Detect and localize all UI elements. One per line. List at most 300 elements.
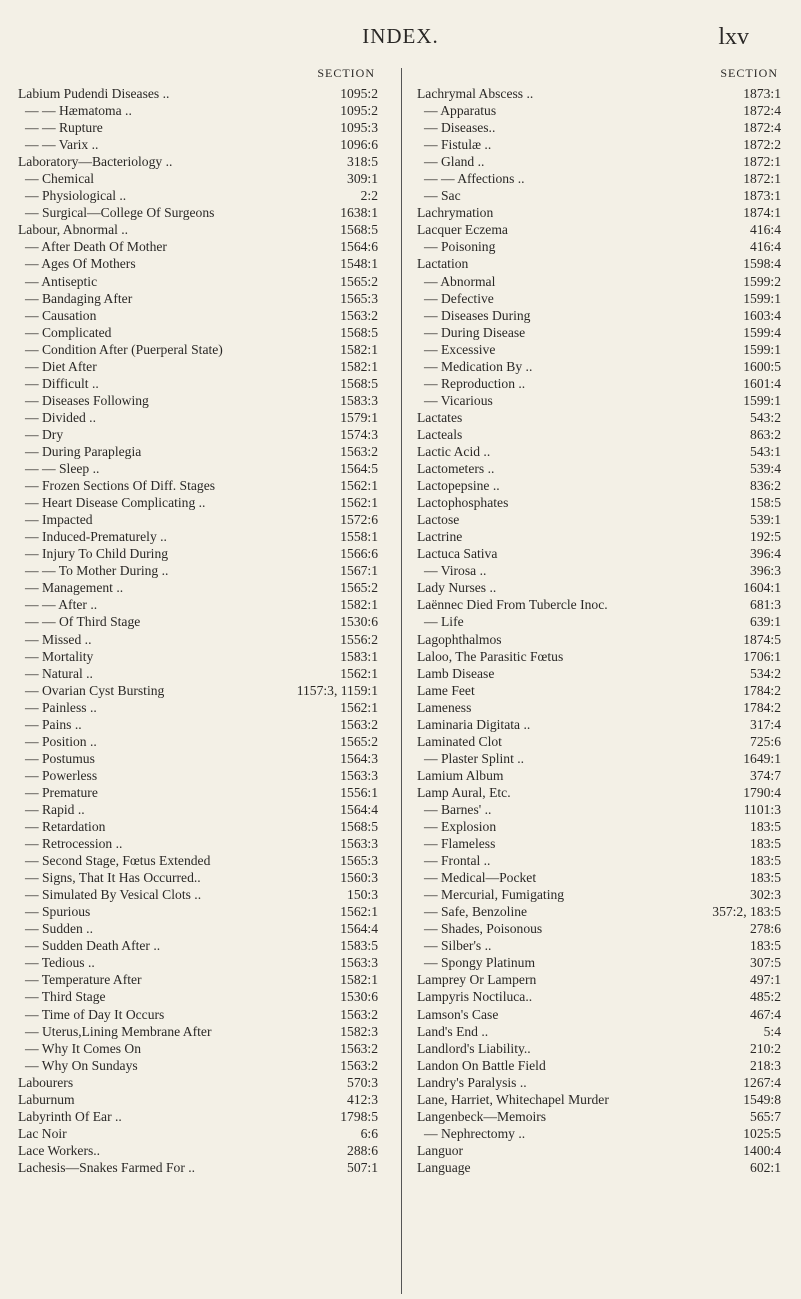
- entry-section-ref: 396:4: [746, 545, 781, 562]
- entry-section-ref: 602:1: [746, 1159, 781, 1176]
- index-entry: [18, 187, 390, 204]
- index-entry: [417, 579, 793, 596]
- index-entry: [18, 85, 390, 102]
- index-entry: [417, 784, 793, 801]
- index-entry: [417, 238, 793, 255]
- entry-term: — Induced-Prematurely ..: [25, 529, 167, 545]
- entry-term: — — Of Third Stage: [25, 614, 141, 630]
- entry-section-ref: 1549:8: [739, 1091, 781, 1108]
- index-entry: [417, 1142, 793, 1159]
- entry-section-ref: 183:5: [746, 937, 781, 954]
- entry-term: — Physiological ..: [25, 188, 127, 204]
- entry-section-ref: 288:6: [343, 1142, 378, 1159]
- index-entry: [18, 1040, 390, 1057]
- entry-term: — — Hæmatoma ..: [25, 103, 132, 119]
- entry-term: — Plaster Splint ..: [424, 750, 525, 766]
- index-entry: [18, 460, 390, 477]
- entry-section-ref: 183:5: [746, 835, 781, 852]
- index-entry: [18, 255, 390, 272]
- entry-section-ref: 1562:1: [336, 699, 378, 716]
- entry-term: — Poisoning: [424, 239, 496, 255]
- index-entry: [417, 358, 793, 375]
- index-entry: [18, 801, 390, 818]
- entry-term: Lachesis—Snakes Farmed For ..: [18, 1159, 196, 1175]
- index-entry: [417, 221, 793, 238]
- index-entry: [18, 358, 390, 375]
- entry-section-ref: 1873:1: [739, 187, 781, 204]
- index-entry: [18, 119, 390, 136]
- entry-section-ref: 1582:1: [336, 341, 378, 358]
- entry-term: Languor: [417, 1142, 464, 1158]
- entry-section-ref: 1874:5: [739, 631, 781, 648]
- index-entry: [18, 886, 390, 903]
- index-entry: [18, 238, 390, 255]
- index-entry: [18, 869, 390, 886]
- entry-term: — Surgical—College Of Surgeons: [25, 205, 215, 221]
- entry-section-ref: 1563:2: [336, 307, 378, 324]
- entry-term: Lamson's Case: [417, 1006, 499, 1022]
- page-title: INDEX.: [362, 24, 439, 48]
- entry-term: Lactic Acid ..: [417, 443, 491, 459]
- entry-section-ref: 639:1: [746, 613, 781, 630]
- entry-term: — — Varix ..: [25, 137, 99, 153]
- entry-section-ref: 278:6: [746, 920, 781, 937]
- entry-term: — Gland ..: [424, 154, 485, 170]
- entry-term: — During Paraplegia: [25, 443, 142, 459]
- entry-section-ref: 5:4: [760, 1023, 781, 1040]
- index-entry: [417, 699, 793, 716]
- index-entry: [18, 971, 390, 988]
- entry-term: — Third Stage: [25, 989, 106, 1005]
- index-entry: [18, 579, 390, 596]
- entry-section-ref: 1874:1: [739, 204, 781, 221]
- entry-section-ref: 150:3: [343, 886, 378, 903]
- entry-term: Lactophosphates: [417, 495, 509, 511]
- index-column-left: [18, 66, 390, 1176]
- entry-term: — Natural ..: [25, 665, 93, 681]
- entry-section-ref: 183:5: [746, 818, 781, 835]
- entry-section-ref: 1583:5: [336, 937, 378, 954]
- entry-section-ref: 1563:2: [336, 1040, 378, 1057]
- entry-term: — Retardation: [25, 819, 106, 835]
- entry-term: Laboratory—Bacteriology ..: [18, 154, 173, 170]
- entry-term: — Sac: [424, 188, 461, 204]
- index-entry: [417, 324, 793, 341]
- entry-section-ref: 307:5: [746, 954, 781, 971]
- entry-section-ref: 1101:3: [740, 801, 781, 818]
- entry-section-ref: 1603:4: [739, 307, 781, 324]
- entry-term: — Sudden ..: [25, 921, 93, 937]
- entry-term: — Causation: [25, 307, 97, 323]
- index-entry: [417, 1074, 793, 1091]
- entry-term: Landon On Battle Field: [417, 1057, 546, 1073]
- entry-section-ref: 1600:5: [739, 358, 781, 375]
- entry-term: — Virosa ..: [424, 563, 487, 579]
- entry-section-ref: 1599:1: [739, 341, 781, 358]
- entry-section-ref: 1564:4: [336, 920, 378, 937]
- entry-term: Landlord's Liability..: [417, 1040, 531, 1056]
- entry-term: Lamb Disease: [417, 665, 495, 681]
- index-entry: [18, 409, 390, 426]
- index-entry: [417, 988, 793, 1005]
- entry-term: Lacteals: [417, 426, 463, 442]
- entry-section-ref: 1267:4: [739, 1074, 781, 1091]
- entry-section-ref: 374:7: [746, 767, 781, 784]
- index-entry: [18, 818, 390, 835]
- entry-term: Labium Pudendi Diseases ..: [18, 86, 170, 101]
- entry-section-ref: 1568:5: [336, 818, 378, 835]
- entry-term: — Mercurial, Fumigating: [424, 887, 565, 903]
- index-entry: [417, 937, 793, 954]
- index-entry: [18, 733, 390, 750]
- entry-term: — — Sleep ..: [25, 461, 100, 477]
- entry-term: Lachrymation: [417, 205, 494, 221]
- entry-term: — Divided ..: [25, 409, 96, 425]
- entry-section-ref: 317:4: [746, 716, 781, 733]
- index-entry: [417, 477, 793, 494]
- entry-section-ref: 485:2: [746, 988, 781, 1005]
- entry-section-ref: 1565:2: [336, 579, 378, 596]
- entry-term: — Heart Disease Complicating ..: [25, 495, 206, 511]
- entry-section-ref: 1583:3: [336, 392, 378, 409]
- entry-section-ref: 1582:3: [336, 1023, 378, 1040]
- index-entry: [18, 1125, 390, 1142]
- entry-term: Language: [417, 1159, 471, 1175]
- index-entry: [18, 494, 390, 511]
- entry-term: Lame Feet: [417, 682, 475, 698]
- entry-section-ref: 1530:6: [336, 613, 378, 630]
- index-entry: [18, 699, 390, 716]
- index-entry: [417, 613, 793, 630]
- index-entry: [18, 324, 390, 341]
- entry-term: Lactrine: [417, 529, 463, 545]
- index-entry: [18, 648, 390, 665]
- entry-term: — Flameless: [424, 836, 496, 852]
- section-heading-left: SECTION: [317, 66, 375, 80]
- index-entry: [18, 136, 390, 153]
- index-entry: [18, 716, 390, 733]
- entry-section-ref: 497:1: [746, 971, 781, 988]
- entry-term: — Fistulæ ..: [424, 137, 492, 153]
- entry-section-ref: 1582:1: [336, 358, 378, 375]
- entry-section-ref: 1790:4: [739, 784, 781, 801]
- entry-term: — — Rupture: [25, 120, 103, 136]
- index-entry: [417, 954, 793, 971]
- entry-term: — Powerless: [25, 767, 98, 783]
- entry-section-ref: 1572:6: [336, 511, 378, 528]
- index-entry: [18, 1159, 390, 1176]
- entry-section-ref: 1565:3: [336, 852, 378, 869]
- index-entry: [417, 1091, 793, 1108]
- entry-section-ref: 1562:1: [336, 477, 378, 494]
- index-entry: [18, 443, 390, 460]
- index-entry: [18, 273, 390, 290]
- entry-term: Laminated Clot: [417, 733, 502, 749]
- index-entry: [18, 341, 390, 358]
- index-entry: [18, 1006, 390, 1023]
- entry-term: — Ovarian Cyst Bursting: [25, 682, 165, 698]
- index-entry: [417, 971, 793, 988]
- entry-section-ref: 2:2: [357, 187, 378, 204]
- index-entry: [18, 1091, 390, 1108]
- entry-section-ref: 1574:3: [336, 426, 378, 443]
- entry-term: — Life: [424, 614, 464, 630]
- entry-term: — Chemical: [25, 171, 95, 187]
- entry-term: Laënnec Died From Tubercle Inoc.: [417, 597, 608, 613]
- index-entry: [417, 818, 793, 835]
- entry-term: Laburnum: [18, 1091, 75, 1107]
- entry-term: — Shades, Poisonous: [424, 921, 543, 937]
- entry-term: Lactose: [417, 512, 460, 528]
- index-entry: [417, 920, 793, 937]
- entry-section-ref: 1599:1: [739, 290, 781, 307]
- entry-term: Land's End ..: [417, 1023, 489, 1039]
- entry-section-ref: 1598:4: [739, 255, 781, 272]
- entry-section-ref: 1568:5: [336, 375, 378, 392]
- entry-section-ref: 183:5: [746, 852, 781, 869]
- index-entry: [417, 1040, 793, 1057]
- entry-term: — Complicated: [25, 324, 112, 340]
- index-entry: [18, 750, 390, 767]
- entry-term: Lampyris Noctiluca..: [417, 989, 533, 1005]
- entry-section-ref: 1604:1: [739, 579, 781, 596]
- entry-section-ref: 396:3: [746, 562, 781, 579]
- index-entry: [417, 750, 793, 767]
- entry-section-ref: 1563:2: [336, 1006, 378, 1023]
- index-entry: [18, 221, 390, 238]
- entry-term: — Rapid ..: [25, 801, 85, 817]
- entry-term: — — To Mother During ..: [25, 563, 169, 579]
- entry-term: — Management ..: [25, 580, 124, 596]
- entry-term: — Barnes' ..: [424, 801, 492, 817]
- index-entry: [18, 307, 390, 324]
- index-entry: [18, 631, 390, 648]
- entry-term: — Bandaging After: [25, 290, 133, 306]
- entry-section-ref: 534:2: [746, 665, 781, 682]
- index-entry: [417, 852, 793, 869]
- entry-section-ref: 1563:2: [336, 716, 378, 733]
- index-entry: [417, 255, 793, 272]
- index-entry: [417, 835, 793, 852]
- entry-section-ref: 1601:4: [739, 375, 781, 392]
- index-entry: [18, 1057, 390, 1074]
- entry-section-ref: 1872:1: [739, 170, 781, 187]
- entry-term: Laminaria Digitata ..: [417, 716, 531, 732]
- entry-section-ref: 565:7: [746, 1108, 781, 1125]
- index-entry: [417, 767, 793, 784]
- index-column-right: [417, 66, 793, 1176]
- entry-term: — Simulated By Vesical Clots ..: [25, 887, 202, 903]
- entry-term: — Why On Sundays: [25, 1057, 138, 1073]
- entry-section-ref: 1565:2: [336, 733, 378, 750]
- index-entry: [417, 102, 793, 119]
- index-entry: [18, 392, 390, 409]
- entry-term: — Premature: [25, 784, 98, 800]
- index-entry: [18, 665, 390, 682]
- index-entry: [18, 102, 390, 119]
- index-entry: [18, 937, 390, 954]
- index-entry: [417, 631, 793, 648]
- entry-section-ref: 158:5: [746, 494, 781, 511]
- entry-term: — Retrocession ..: [25, 836, 123, 852]
- entry-section-ref: 302:3: [746, 886, 781, 903]
- entry-section-ref: 318:5: [343, 153, 378, 170]
- entry-section-ref: 1784:2: [739, 699, 781, 716]
- entry-section-ref: 1873:1: [739, 85, 781, 102]
- entry-section-ref: 1599:1: [739, 392, 781, 409]
- index-entry: [18, 290, 390, 307]
- entry-section-ref: 1582:1: [336, 971, 378, 988]
- index-entry: [417, 1159, 793, 1176]
- entry-section-ref: 1564:3: [336, 750, 378, 767]
- entry-section-ref: 1556:1: [336, 784, 378, 801]
- index-entry: [18, 852, 390, 869]
- index-entry: [18, 562, 390, 579]
- index-entry: [417, 648, 793, 665]
- entry-term: Lacquer Eczema: [417, 222, 508, 238]
- entry-section-ref: 218:3: [746, 1057, 781, 1074]
- entry-term: Labourers: [18, 1074, 74, 1090]
- entry-term: — Nephrectomy ..: [424, 1125, 526, 1141]
- index-entry: [417, 307, 793, 324]
- index-entry: [417, 596, 793, 613]
- entry-term: — Uterus,Lining Membrane After: [25, 1023, 212, 1039]
- index-entry: [18, 1108, 390, 1125]
- index-entry: [417, 204, 793, 221]
- index-entry: [417, 1108, 793, 1125]
- index-entry: [417, 903, 793, 920]
- entry-section-ref: 1562:1: [336, 665, 378, 682]
- entry-term: — Ages Of Mothers: [25, 256, 136, 272]
- entry-section-ref: 1568:5: [336, 221, 378, 238]
- index-entry: [18, 613, 390, 630]
- entry-term: Lachrymal Abscess ..: [417, 86, 534, 101]
- entry-section-ref: 863:2: [746, 426, 781, 443]
- entry-section-ref: 1095:3: [336, 119, 378, 136]
- entry-term: — Silber's ..: [424, 938, 492, 954]
- entry-section-ref: 1564:5: [336, 460, 378, 477]
- entry-term: — Defective: [424, 290, 494, 306]
- entry-section-ref: 1530:6: [336, 988, 378, 1005]
- entry-section-ref: 183:5: [746, 869, 781, 886]
- index-entry: [417, 187, 793, 204]
- entry-term: — — Affections ..: [424, 171, 525, 187]
- index-entry: [18, 1023, 390, 1040]
- entry-term: — Reproduction ..: [424, 375, 526, 391]
- entry-section-ref: 539:1: [746, 511, 781, 528]
- entry-section-ref: 570:3: [343, 1074, 378, 1091]
- index-entry: [18, 988, 390, 1005]
- entry-section-ref: 1564:4: [336, 801, 378, 818]
- entry-section-ref: 1872:4: [739, 119, 781, 136]
- index-entry: [18, 1142, 390, 1159]
- index-entry: [417, 665, 793, 682]
- entry-section-ref: 1564:6: [336, 238, 378, 255]
- index-entry: [18, 511, 390, 528]
- entry-term: — Spongy Platinum: [424, 955, 536, 971]
- entry-section-ref: 1649:1: [739, 750, 781, 767]
- entry-term: — Injury To Child During: [25, 546, 169, 562]
- index-entry: [18, 204, 390, 221]
- entry-section-ref: 1025:5: [739, 1125, 781, 1142]
- entry-section-ref: 1565:3: [336, 290, 378, 307]
- entry-term: — Diet After: [25, 358, 97, 374]
- index-entry: [417, 119, 793, 136]
- entry-term: Lamprey Or Lampern: [417, 972, 537, 988]
- index-entry: [18, 375, 390, 392]
- entry-term: — Time of Day It Occurs: [25, 1006, 165, 1022]
- index-entry: [417, 85, 793, 102]
- index-entry: [417, 1125, 793, 1142]
- entry-term: — Painless ..: [25, 699, 97, 715]
- entry-term: Laloo, The Parasitic Fœtus: [417, 648, 564, 664]
- entry-section-ref: 1560:3: [336, 869, 378, 886]
- entry-term: — Mortality: [25, 648, 94, 664]
- index-entry: [417, 562, 793, 579]
- index-entry: [18, 596, 390, 613]
- entry-term: Lane, Harriet, Whitechapel Murder: [417, 1091, 609, 1107]
- entry-section-ref: 1872:4: [739, 102, 781, 119]
- entry-section-ref: 1563:2: [336, 1057, 378, 1074]
- entry-section-ref: 6:6: [357, 1125, 378, 1142]
- index-entry: [417, 153, 793, 170]
- entry-term: Lagophthalmos: [417, 631, 502, 647]
- index-entry: [417, 409, 793, 426]
- index-entry: [417, 716, 793, 733]
- entry-section-ref: 412:3: [343, 1091, 378, 1108]
- index-entry: [417, 426, 793, 443]
- entry-section-ref: 1400:4: [739, 1142, 781, 1159]
- entry-section-ref: 416:4: [746, 221, 781, 238]
- entry-term: — Safe, Benzoline: [424, 904, 528, 920]
- section-heading-right: SECTION: [720, 66, 778, 80]
- index-entry: [18, 784, 390, 801]
- entry-term: — Diseases During: [424, 307, 531, 323]
- entry-term: Labour, Abnormal ..: [18, 222, 129, 238]
- index-entry: [417, 170, 793, 187]
- index-entry: [417, 511, 793, 528]
- index-entry: [18, 903, 390, 920]
- index-entry: [417, 443, 793, 460]
- index-entry: [417, 273, 793, 290]
- entry-term: — Postumus: [25, 750, 95, 766]
- entry-section-ref: 1563:3: [336, 835, 378, 852]
- entry-section-ref: 1562:1: [336, 903, 378, 920]
- entry-term: Lamp Aural, Etc.: [417, 784, 511, 800]
- entry-term: Landry's Paralysis ..: [417, 1074, 527, 1090]
- entry-section-ref: 1565:2: [336, 273, 378, 290]
- index-entry: [18, 545, 390, 562]
- entry-section-ref: 1095:2: [336, 85, 378, 102]
- entry-term: — Condition After (Puerperal State): [25, 341, 223, 357]
- entry-section-ref: 309:1: [343, 170, 378, 187]
- index-entry: [417, 886, 793, 903]
- entry-section-ref: 1157:3, 1159:1: [293, 682, 378, 699]
- entry-term: Lactuca Sativa: [417, 546, 498, 562]
- index-entry: [417, 392, 793, 409]
- entry-section-ref: 1096:6: [336, 136, 378, 153]
- entry-section-ref: 1582:1: [336, 596, 378, 613]
- column-divider: [401, 68, 402, 1294]
- entry-term: — Abnormal: [424, 273, 496, 289]
- entry-term: — — After ..: [25, 597, 98, 613]
- index-entry: [18, 835, 390, 852]
- entry-term: — Difficult ..: [25, 375, 99, 391]
- entry-term: Lactation: [417, 256, 469, 272]
- entry-section-ref: 1563:3: [336, 767, 378, 784]
- index-entry: [18, 920, 390, 937]
- index-entry: [18, 426, 390, 443]
